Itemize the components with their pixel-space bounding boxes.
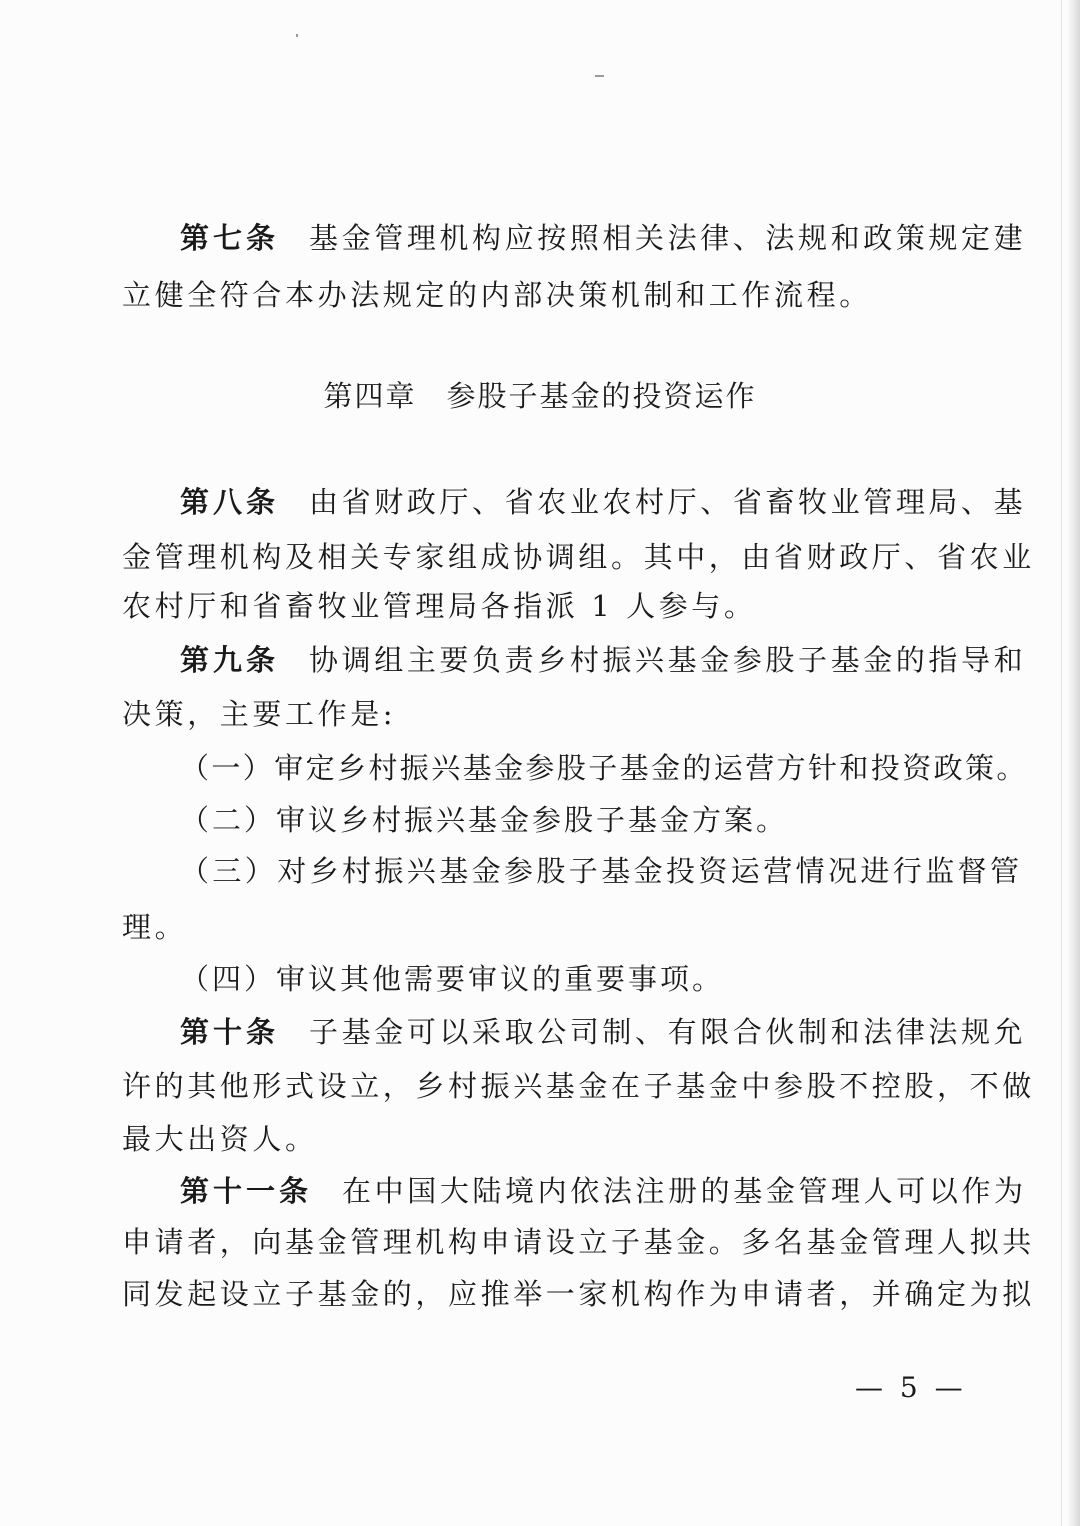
article-11-text-1: 在中国大陆境内依法注册的基金管理人可以作为: [342, 1174, 1027, 1208]
article-8-text-1: 由省财政厅、省农业农村厅、省畜牧业管理局、基: [309, 485, 1027, 519]
article-8-line-1: [180, 482, 1027, 522]
scan-speck: [296, 34, 298, 37]
article-7-line-1: [180, 218, 1027, 258]
article-9-label: 第九条: [180, 643, 280, 677]
page-edge-shadow: [1066, 0, 1080, 1526]
page-edge-line: [1061, 0, 1062, 1526]
article-10-line-2: 许的其他形式设立，乡村振兴基金在子基金中参股不控股，不做: [122, 1069, 1035, 1103]
page-number: — 5 —: [855, 1371, 967, 1404]
article-7-line-2: 立健全符合本办法规定的内部决策机制和工作流程。: [122, 278, 872, 312]
article-11-line-2: 申请者，向基金管理机构申请设立子基金。多名基金管理人拟共: [122, 1225, 1035, 1259]
chapter-title: 参股子基金的投资运作: [446, 379, 757, 413]
article-9-item-3-line-2: 理。: [122, 910, 188, 944]
article-9-item-4: （四）审议其他需要审议的重要事项。: [180, 962, 725, 996]
article-8-line-2: 金管理机构及相关专家组成协调组。其中，由省财政厅、省农业: [122, 540, 1035, 574]
article-9-item-2: （二）审议乡村振兴基金参股子基金方案。: [180, 803, 789, 837]
article-8-label: 第八条: [180, 485, 280, 519]
article-9-line-2: 决策，主要工作是:: [122, 697, 397, 731]
article-8-line-3: 农村厅和省畜牧业管理局各指派 1 人参与。: [122, 589, 757, 623]
article-10-line-1: [180, 1012, 1027, 1052]
article-10-label: 第十条: [180, 1015, 280, 1049]
article-9-item-1: （一）审定乡村振兴基金参股子基金的运营方针和投资政策。: [180, 751, 1028, 785]
scan-speck: [595, 75, 604, 77]
article-9-text-1: 协调组主要负责乡村振兴基金参股子基金的指导和: [309, 643, 1027, 677]
chapter-number: 第四章: [323, 379, 417, 413]
article-10-line-3: 最大出资人。: [122, 1122, 318, 1156]
article-11-line-1: [180, 1171, 1027, 1211]
article-9-item-3-line-1: （三）对乡村振兴基金参股子基金投资运营情况进行监督管: [180, 854, 1023, 888]
article-7-label: 第七条: [180, 221, 280, 255]
article-11-label: 第十一条: [180, 1174, 313, 1208]
article-10-text-1: 子基金可以采取公司制、有限合伙制和法律法规允: [309, 1015, 1027, 1049]
chapter-heading: [0, 376, 1080, 416]
article-7-text-1: 基金管理机构应按照相关法律、法规和政策规定建: [309, 221, 1027, 255]
article-11-line-3: 同发起设立子基金的，应推举一家机构作为申请者，并确定为拟: [122, 1277, 1035, 1311]
article-9-line-1: [180, 640, 1027, 680]
